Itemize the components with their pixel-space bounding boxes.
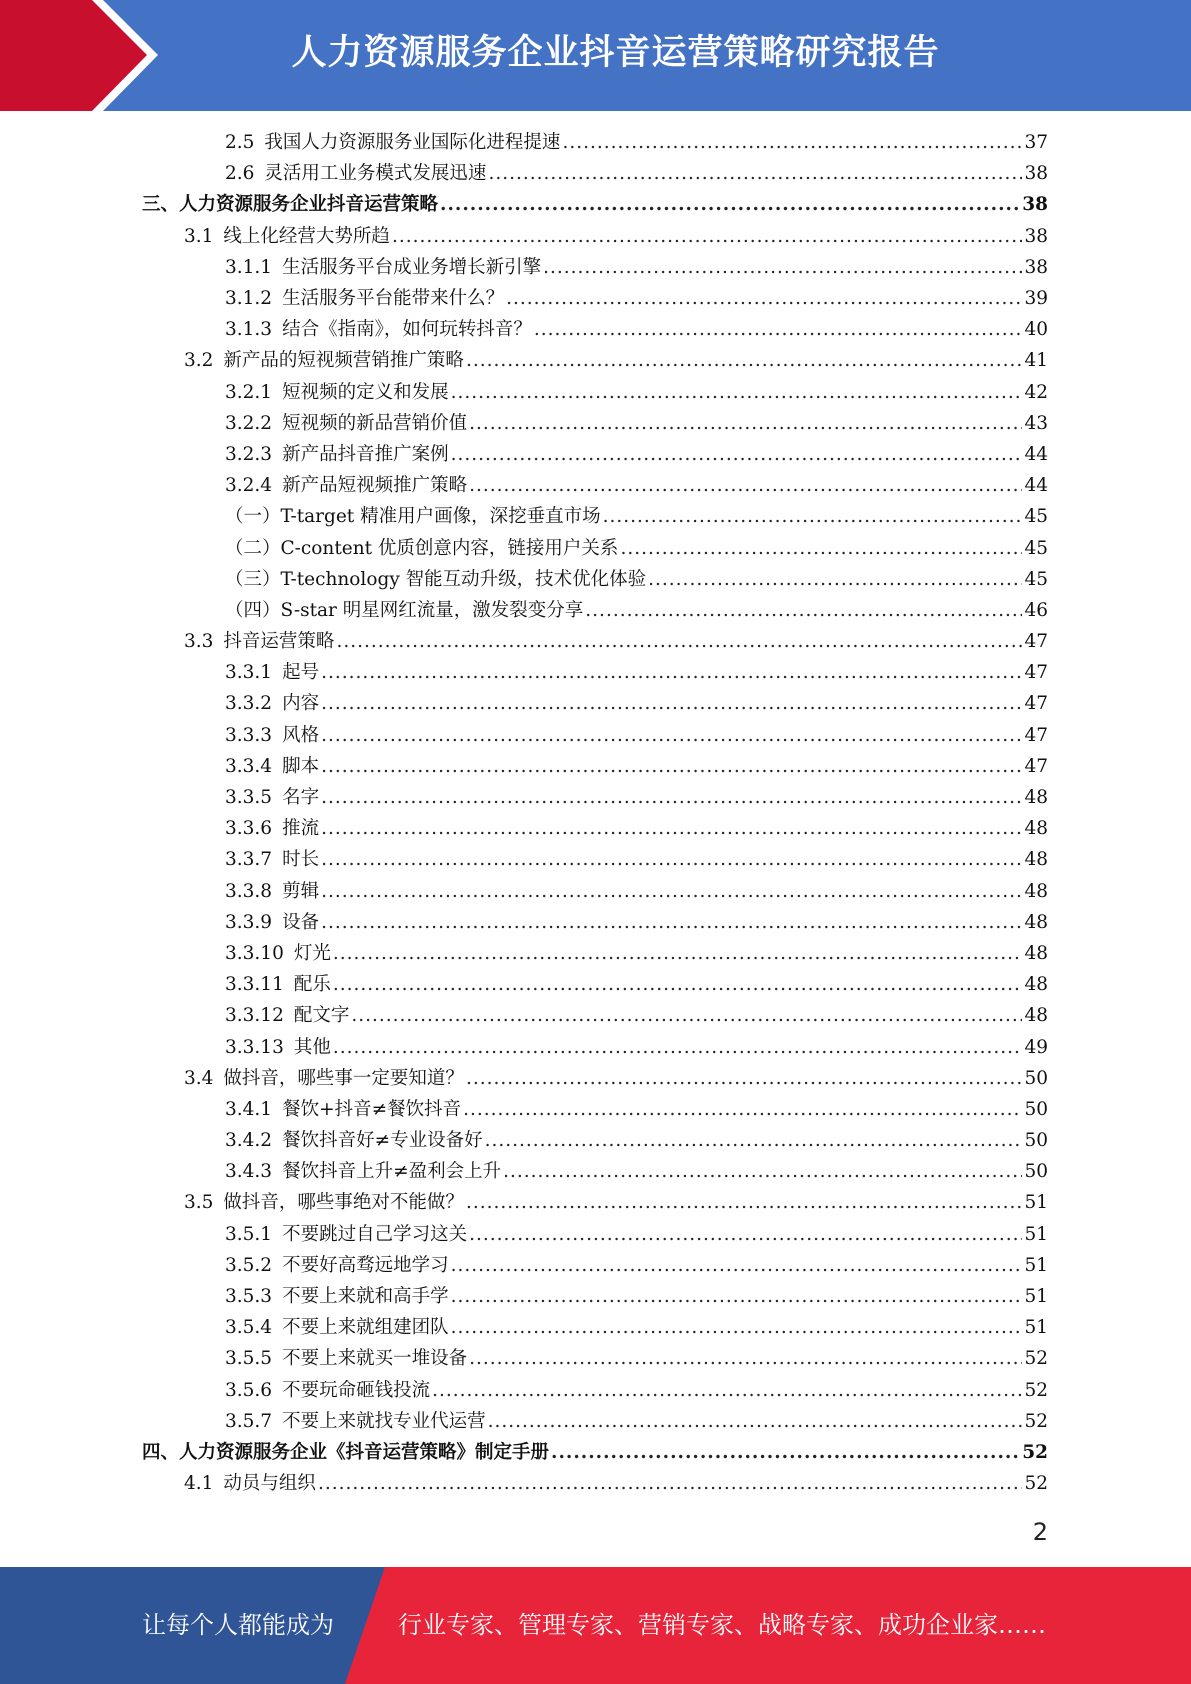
toc-entry-title: 脚本 — [282, 755, 320, 777]
toc-entry-page: 45 — [1024, 537, 1048, 559]
toc-entry-number: 2.6 — [225, 163, 255, 185]
toc-dot-leader — [551, 1437, 1020, 1468]
toc-entry-title: 做抖音，哪些事一定要知道？ — [223, 1067, 464, 1089]
toc-entry-page: 49 — [1024, 1036, 1048, 1058]
toc-entry-title: 内容 — [282, 693, 320, 715]
toc-entry[interactable] — [0, 1406, 1191, 1437]
toc-entry-title: （二）C-content 优质创意内容，链接用户关系 — [225, 537, 619, 559]
toc-entry-page: 38 — [1024, 163, 1048, 185]
toc-entry-title: 短视频的新品营销价值 — [282, 412, 468, 434]
toc-dot-leader — [451, 439, 1023, 470]
toc-entry-title: 新产品的短视频营销推广策略 — [223, 350, 464, 372]
toc-entry[interactable] — [0, 1156, 1191, 1187]
toc-entry[interactable] — [0, 813, 1191, 844]
toc-entry-page: 52 — [1024, 1473, 1048, 1495]
toc-entry-number: 3.3.5 — [225, 787, 273, 809]
toc-entry[interactable] — [0, 907, 1191, 938]
toc-entry-number: 3.3.8 — [225, 880, 273, 902]
toc-entry-page: 47 — [1024, 693, 1048, 715]
toc-entry-title: 风格 — [282, 724, 320, 746]
toc-entry-number: 3.1.1 — [225, 256, 273, 278]
toc-entry[interactable] — [0, 439, 1191, 470]
toc-entry-number: 3.3.13 — [225, 1036, 284, 1058]
toc-entry[interactable] — [0, 532, 1191, 563]
toc-dot-leader — [485, 1125, 1023, 1156]
toc-entry-number: 3.3 — [184, 631, 214, 653]
toc-dot-leader — [469, 1219, 1022, 1250]
toc-entry-title: 推流 — [282, 818, 320, 840]
toc-entry-title: 不要上来就买一堆设备 — [282, 1348, 468, 1370]
toc-entry[interactable] — [0, 1468, 1191, 1499]
toc-dot-leader — [451, 377, 1023, 408]
toc-entry-title: 线上化经营大势所趋 — [223, 225, 390, 247]
toc-entry-page: 50 — [1024, 1130, 1048, 1152]
toc-entry-title: 新产品抖音推广案例 — [282, 443, 449, 465]
toc-dot-leader — [506, 283, 1022, 314]
toc-dot-leader — [451, 1250, 1023, 1281]
toc-dot-leader — [543, 252, 1022, 283]
toc-entry[interactable] — [0, 782, 1191, 813]
toc-dot-leader — [351, 1000, 1022, 1031]
footer-slogan-left: 让每个人都能成为 — [142, 1611, 334, 1639]
toc-entry-page: 48 — [1024, 880, 1048, 902]
toc-entry-page: 48 — [1024, 849, 1048, 871]
toc-entry[interactable] — [0, 1250, 1191, 1281]
toc-dot-leader — [321, 876, 1022, 907]
toc-entry-number: 3.4.2 — [225, 1130, 273, 1152]
toc-entry-page: 38 — [1024, 256, 1048, 278]
toc-entry-number: 3.5.5 — [225, 1348, 273, 1370]
toc-dot-leader — [321, 751, 1022, 782]
toc-entry-title: 生活服务平台成业务增长新引擎 — [282, 256, 542, 278]
toc-entry[interactable] — [0, 221, 1191, 252]
toc-entry-page: 50 — [1024, 1161, 1048, 1183]
toc-entry-number: 3.5.2 — [225, 1254, 273, 1276]
toc-entry-title: 配文字 — [293, 1005, 350, 1027]
toc-entry-number: 3.4.3 — [225, 1161, 273, 1183]
toc-dot-leader — [585, 595, 1022, 626]
toc-entry-page: 48 — [1024, 911, 1048, 933]
toc-entry-title: （一）T-target 精准用户画像，深挖垂直市场 — [225, 506, 601, 528]
toc-entry-number: 3.3.2 — [225, 693, 273, 715]
toc-dot-leader — [336, 626, 1022, 657]
toc-dot-leader — [466, 1063, 1023, 1094]
toc-entry[interactable] — [0, 876, 1191, 907]
toc-entry[interactable] — [0, 252, 1191, 283]
toc-entry[interactable] — [0, 1031, 1191, 1062]
toc-entry-number: 3.1 — [184, 225, 214, 247]
toc-dot-leader — [321, 782, 1022, 813]
toc-entry-page: 48 — [1024, 974, 1048, 996]
toc-entry[interactable] — [0, 564, 1191, 595]
toc-entry-page: 45 — [1024, 568, 1048, 590]
toc-entry-number: 2.5 — [225, 132, 255, 154]
toc-entry[interactable] — [0, 626, 1191, 657]
toc-entry-page: 48 — [1024, 942, 1048, 964]
toc-entry[interactable] — [0, 501, 1191, 532]
toc-entry[interactable] — [0, 1125, 1191, 1156]
toc-entry[interactable] — [0, 1094, 1191, 1125]
toc-entry-page: 50 — [1024, 1067, 1048, 1089]
toc-entry-number: 3.1.2 — [225, 288, 273, 310]
toc-entry-title: 灯光 — [293, 942, 331, 964]
toc-entry-title: 不要上来就和高手学 — [282, 1286, 449, 1308]
toc-entry[interactable] — [0, 189, 1191, 220]
toc-dot-leader — [333, 1032, 1023, 1063]
toc-entry-number: 3.2.4 — [225, 475, 273, 497]
toc-entry[interactable] — [0, 283, 1191, 314]
toc-entry-page: 48 — [1024, 818, 1048, 840]
toc-entry-number: 3.5.4 — [225, 1317, 273, 1339]
toc-entry[interactable] — [0, 969, 1191, 1000]
toc-entry-page: 47 — [1024, 755, 1048, 777]
toc-entry-page: 52 — [1024, 1348, 1048, 1370]
toc-entry-number: 4.1 — [184, 1473, 214, 1495]
report-title: 人力资源服务企业抖音运营策略研究报告 — [291, 33, 940, 73]
toc-entry[interactable] — [0, 127, 1191, 158]
toc-entry-title: 动员与组织 — [223, 1473, 316, 1495]
toc-entry-title: 做抖音，哪些事绝对不能做？ — [223, 1192, 464, 1214]
toc-entry-title: 餐饮抖音好≠专业设备好 — [282, 1130, 483, 1152]
toc-entry-number: 3.5.3 — [225, 1286, 273, 1308]
page-number: 2 — [1032, 1518, 1048, 1546]
toc-entry-number: 3.3.9 — [225, 911, 273, 933]
toc-dot-leader — [466, 345, 1023, 376]
toc-entry-title: 名字 — [282, 787, 320, 809]
toc-entry-title: 短视频的定义和发展 — [282, 381, 449, 403]
toc-entry-number: 3.3.6 — [225, 818, 273, 840]
toc-entry-title: （四）S-star 明星网红流量，激发裂变分享 — [225, 599, 584, 621]
toc-dot-leader — [620, 533, 1022, 564]
toc-dot-leader — [321, 813, 1022, 844]
toc-dot-leader — [488, 158, 1022, 189]
toc-dot-leader — [469, 470, 1022, 501]
toc-entry-title: （三）T-technology 智能互动升级，技术优化体验 — [225, 568, 647, 590]
toc-dot-leader — [321, 844, 1022, 875]
toc-entry[interactable] — [0, 1312, 1191, 1343]
toc-entry-title: 灵活用工业务模式发展迅速 — [264, 163, 487, 185]
toc-entry-page: 46 — [1024, 599, 1048, 621]
toc-entry-page: 43 — [1024, 412, 1048, 434]
page-header — [0, 0, 1191, 111]
toc-entry-number: 3.5.7 — [225, 1410, 273, 1432]
toc-entry-number: 3.3.3 — [225, 724, 273, 746]
toc-entry-number: 3.5.6 — [225, 1379, 273, 1401]
toc-entry-page: 40 — [1024, 319, 1048, 341]
toc-entry-page: 39 — [1024, 288, 1048, 310]
toc-entry-title: 不要跳过自己学习这关 — [282, 1223, 468, 1245]
toc-entry[interactable] — [0, 657, 1191, 688]
toc-entry-page: 48 — [1024, 1005, 1048, 1027]
toc-entry-page: 51 — [1024, 1192, 1048, 1214]
table-of-contents — [0, 127, 1191, 1499]
toc-dot-leader — [432, 1375, 1022, 1406]
toc-dot-leader — [321, 907, 1022, 938]
toc-dot-leader — [440, 189, 1020, 220]
toc-entry-title: 我国人力资源服务业国际化进程提速 — [264, 132, 561, 154]
toc-entry-title: 结合《指南》，如何玩转抖音？ — [282, 319, 532, 341]
toc-entry[interactable] — [0, 1375, 1191, 1406]
toc-entry-title: 不要上来就找专业代运营 — [282, 1410, 486, 1432]
toc-entry-number: 3.4 — [184, 1067, 214, 1089]
toc-dot-leader — [466, 1187, 1023, 1218]
toc-entry-title: 抖音运营策略 — [223, 631, 335, 653]
toc-entry-page: 45 — [1024, 506, 1048, 528]
toc-entry-page: 50 — [1024, 1098, 1048, 1120]
toc-entry-page: 51 — [1024, 1254, 1048, 1276]
toc-entry-title: 三、人力资源服务企业抖音运营策略 — [142, 194, 439, 216]
toc-entry-page: 42 — [1024, 381, 1048, 403]
toc-entry[interactable] — [0, 844, 1191, 875]
toc-entry-title: 时长 — [282, 849, 320, 871]
toc-entry[interactable] — [0, 377, 1191, 408]
toc-dot-leader — [534, 314, 1023, 345]
toc-dot-leader — [463, 1094, 1022, 1125]
toc-entry-title: 不要玩命砸钱投流 — [282, 1379, 431, 1401]
toc-dot-leader — [469, 408, 1022, 439]
footer-slogan-right: 行业专家、管理专家、营销专家、战略专家、成功企业家…… — [398, 1611, 1046, 1639]
toc-entry-page: 47 — [1024, 631, 1048, 653]
toc-entry-page: 48 — [1024, 787, 1048, 809]
toc-entry[interactable] — [0, 1343, 1191, 1374]
toc-dot-leader — [321, 657, 1022, 688]
toc-entry-page: 44 — [1024, 475, 1048, 497]
toc-entry-title: 餐饮抖音上升≠盈利会上升 — [282, 1161, 502, 1183]
toc-entry-page: 47 — [1024, 724, 1048, 746]
toc-entry-title: 剪辑 — [282, 880, 320, 902]
toc-entry-number: 3.5 — [184, 1192, 214, 1214]
toc-entry-title: 生活服务平台能带来什么？ — [282, 288, 505, 310]
toc-entry-number: 3.1.3 — [225, 319, 273, 341]
toc-entry-number: 3.3.7 — [225, 849, 273, 871]
toc-entry[interactable] — [0, 158, 1191, 189]
toc-entry-number: 3.3.11 — [225, 974, 284, 996]
toc-entry-page: 41 — [1024, 350, 1048, 372]
toc-entry-page: 38 — [1024, 225, 1048, 247]
toc-dot-leader — [451, 1312, 1023, 1343]
toc-dot-leader — [488, 1406, 1023, 1437]
toc-entry[interactable] — [0, 720, 1191, 751]
toc-entry-page: 44 — [1024, 443, 1048, 465]
toc-entry-number: 3.2 — [184, 350, 214, 372]
page-footer — [0, 1567, 1191, 1684]
toc-entry-title: 餐饮+抖音≠餐饮抖音 — [282, 1098, 462, 1120]
toc-entry-number: 3.4.1 — [225, 1098, 273, 1120]
toc-entry-page: 37 — [1024, 132, 1048, 154]
toc-dot-leader — [333, 969, 1023, 1000]
toc-dot-leader — [321, 688, 1022, 719]
toc-entry-page: 52 — [1024, 1379, 1048, 1401]
toc-entry[interactable] — [0, 1437, 1191, 1468]
toc-entry[interactable] — [0, 345, 1191, 376]
toc-entry-number: 3.5.1 — [225, 1223, 273, 1245]
toc-entry[interactable] — [0, 751, 1191, 782]
toc-entry-title: 其他 — [293, 1036, 331, 1058]
toc-entry[interactable] — [0, 688, 1191, 719]
toc-entry-number: 3.2.1 — [225, 381, 273, 403]
toc-entry-page: 38 — [1022, 194, 1048, 216]
toc-entry-page: 51 — [1024, 1286, 1048, 1308]
toc-entry-title: 起号 — [282, 662, 320, 684]
toc-entry-page: 52 — [1024, 1410, 1048, 1432]
toc-entry[interactable] — [0, 1281, 1191, 1312]
toc-dot-leader — [562, 127, 1022, 158]
toc-entry[interactable] — [0, 1063, 1191, 1094]
toc-entry-page: 47 — [1024, 662, 1048, 684]
toc-entry-number: 3.3.1 — [225, 662, 273, 684]
toc-entry-title: 新产品短视频推广策略 — [282, 475, 468, 497]
toc-entry-number: 3.3.12 — [225, 1005, 284, 1027]
toc-entry[interactable] — [0, 1219, 1191, 1250]
toc-entry-number: 3.2.2 — [225, 412, 273, 434]
toc-entry[interactable] — [0, 470, 1191, 501]
toc-entry[interactable] — [0, 1000, 1191, 1031]
toc-entry-number: 3.3.10 — [225, 942, 284, 964]
header-arrow-decoration — [0, 0, 150, 111]
toc-dot-leader — [318, 1468, 1023, 1499]
toc-dot-leader — [333, 938, 1023, 969]
toc-dot-leader — [648, 564, 1022, 595]
toc-entry[interactable] — [0, 314, 1191, 345]
toc-dot-leader — [392, 221, 1023, 252]
toc-dot-leader — [603, 501, 1023, 532]
toc-dot-leader — [321, 720, 1022, 751]
toc-dot-leader — [503, 1156, 1022, 1187]
toc-entry-page: 52 — [1022, 1441, 1048, 1463]
toc-dot-leader — [469, 1343, 1022, 1374]
toc-entry-title: 配乐 — [293, 974, 331, 996]
toc-entry-number: 3.2.3 — [225, 443, 273, 465]
toc-entry-page: 51 — [1024, 1317, 1048, 1339]
toc-dot-leader — [451, 1281, 1023, 1312]
toc-entry-number: 3.3.4 — [225, 755, 273, 777]
toc-entry-page: 51 — [1024, 1223, 1048, 1245]
toc-entry[interactable] — [0, 595, 1191, 626]
toc-entry-title: 不要好高骛远地学习 — [282, 1254, 449, 1276]
toc-entry[interactable] — [0, 1187, 1191, 1218]
toc-entry[interactable] — [0, 408, 1191, 439]
toc-entry-title: 四、人力资源服务企业《抖音运营策略》制定手册 — [142, 1441, 550, 1463]
toc-entry-title: 不要上来就组建团队 — [282, 1317, 449, 1339]
toc-entry[interactable] — [0, 938, 1191, 969]
toc-entry-title: 设备 — [282, 911, 320, 933]
